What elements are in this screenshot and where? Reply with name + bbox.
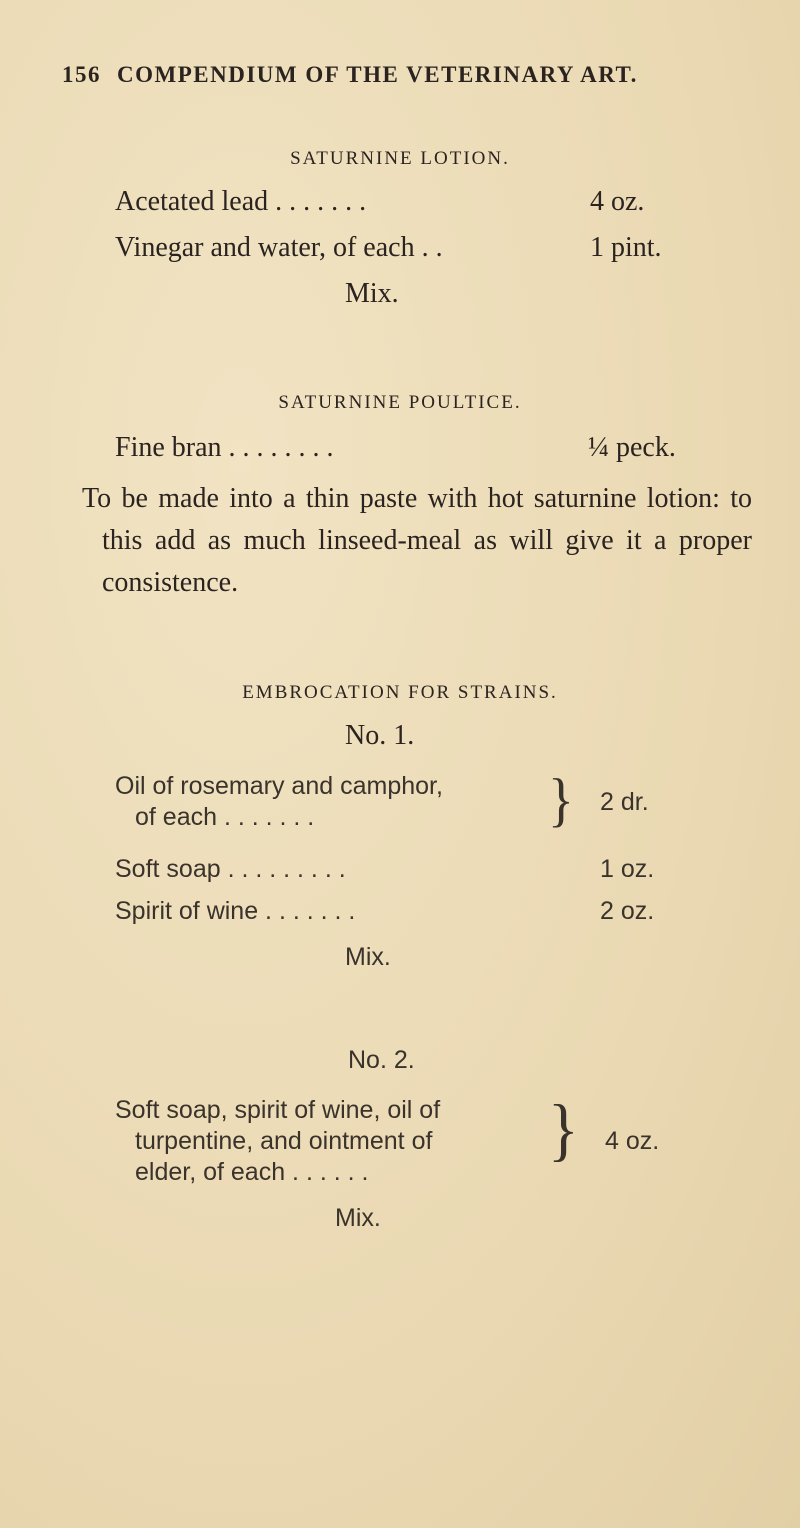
ingredient-soft-soap: Soft soap . . . . . . . . . (115, 855, 346, 883)
no2-line2: turpentine, and ointment of (135, 1127, 433, 1155)
no2-line3: elder, of each . . . . . . (135, 1158, 369, 1186)
ingredient-vinegar-water: Vinegar and water, of each . . (115, 232, 443, 263)
ingredient-spirit-of-wine: Spirit of wine . . . . . . . (115, 897, 356, 925)
embrocation-no1-mix: Mix. (345, 943, 391, 971)
ingredient-fine-bran: Fine bran . . . . . . . . (115, 432, 334, 463)
poultice-instructions: To be made into a thin paste with hot saturnine lotion: to this add as much linseed-meal as will give it a proper consistence. (82, 483, 752, 598)
embrocation-no2-label: No. 2. (348, 1046, 415, 1074)
running-title: COMPENDIUM OF THE VETERINARY ART. (117, 62, 638, 87)
brace-bracket: } (548, 766, 574, 833)
qty-spirit-of-wine: 2 oz. (600, 897, 655, 925)
saturnine-poultice-title: SATURNINE POULTICE. (278, 392, 522, 413)
lotion-mix: Mix. (345, 278, 399, 309)
running-header (62, 62, 762, 88)
ingredient-rosemary-camphor: Oil of rosemary and camphor, (115, 772, 443, 800)
qty-vinegar-water: 1 pint. (590, 232, 662, 263)
qty-no2: 4 oz. (605, 1127, 660, 1155)
no2-line1: Soft soap, spirit of wine, oil of (115, 1096, 441, 1124)
embrocation-title: EMBROCATION FOR STRAINS. (242, 682, 558, 703)
embrocation-no2-mix: Mix. (335, 1204, 381, 1232)
embrocation-no1-label: No. 1. (345, 720, 415, 751)
qty-fine-bran: ¼ peck. (588, 432, 676, 463)
qty-soft-soap: 1 oz. (600, 855, 655, 883)
brace-bracket-2: } (548, 1089, 579, 1168)
page-number: 156 (62, 62, 101, 87)
qty-rosemary-camphor: 2 dr. (600, 788, 649, 816)
qty-acetated-lead: 4 oz. (590, 186, 645, 217)
ingredient-acetated-lead: Acetated lead . . . . . . . (115, 186, 367, 217)
saturnine-lotion-title: SATURNINE LOTION. (290, 148, 510, 169)
ingredient-rosemary-camphor-of-each: of each . . . . . . . (135, 803, 315, 831)
